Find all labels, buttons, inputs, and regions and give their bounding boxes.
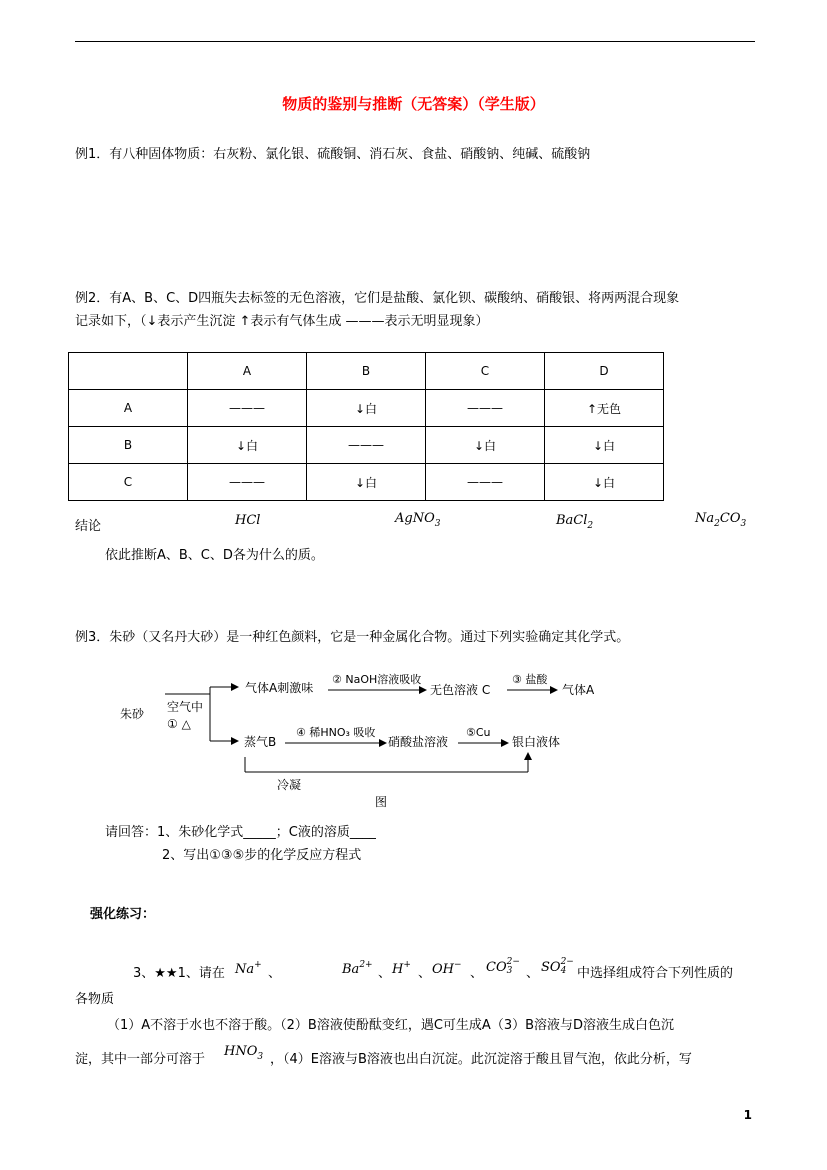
table-row <box>69 390 664 427</box>
figure-caption: 图 <box>375 795 388 809</box>
table-row <box>69 464 664 501</box>
table-cell: B <box>307 353 426 390</box>
experiment-flow-diagram <box>120 665 620 815</box>
label-step-1: ① △ <box>167 717 191 731</box>
example-3: 例3．朱砂（又名丹大砂）是一种红色颜料，它是一种金属化合物。通过下列实验确定其化学式。 <box>75 630 630 645</box>
conclusion-label: 结论 <box>75 519 102 534</box>
answer-bacl2: BaCl$_2$ <box>556 513 594 531</box>
table-cell: D <box>545 353 664 390</box>
label-step-5: ⑤Cu <box>466 726 491 739</box>
ion-separator: 、 <box>526 966 540 981</box>
table-cell <box>69 353 188 390</box>
table-cell: ↓白 <box>426 427 545 464</box>
label-silver-liquid: 银白液体 <box>512 735 561 749</box>
ion-ba: $Ba^{2+}$ <box>342 960 373 977</box>
question-2: 2、写出①③⑤步的化学反应方程式 <box>162 848 362 863</box>
table-cell: ↓白 <box>545 427 664 464</box>
ion-oh: OH− <box>432 960 462 977</box>
header-rule <box>75 41 755 42</box>
practice-3-line-4a: 淀，其中一部分可溶于 <box>75 1052 206 1067</box>
label-gas-a: 气体A刺激味 <box>245 681 314 695</box>
table-cell: A <box>69 390 188 427</box>
question-1: 请回答：1、朱砂化学式_____；C液的溶质____ <box>105 825 376 840</box>
table-cell: ↓白 <box>307 390 426 427</box>
table-cell: ——— <box>188 464 307 501</box>
page-title: 物质的鉴别与推断（无答案）（学生版） <box>282 95 545 113</box>
ion-na: Na+ <box>235 960 262 977</box>
label-air: 空气中 <box>167 700 204 714</box>
answer-na2co3: $Na_2CO_3$ <box>695 511 747 529</box>
ion-h: H+ <box>392 960 411 977</box>
page-number: 1 <box>743 1108 752 1122</box>
table-cell: B <box>69 427 188 464</box>
example-1: 例1．有八种固体物质：右灰粉、氯化银、硫酸铜、消石灰、食盐、硝酸钠、纯碱、硫酸钠 <box>75 147 591 162</box>
example-2-line-1: 例2．有A、B、C、D四瓶失去标签的无色溶液，它们是盐酸、氯化钡、碳酸纳、硝酸银、将两两混合现象 <box>75 291 680 306</box>
table-cell: ↓白 <box>307 464 426 501</box>
label-condense: 冷凝 <box>277 778 302 792</box>
mixing-table <box>68 352 664 501</box>
practice-3-prefix: 3、★★1、请在 <box>133 966 225 981</box>
label-colorless-solution: 无色溶液 C <box>430 683 491 697</box>
ion-separator: 、 <box>268 966 282 981</box>
practice-3-line-3: （1）A不溶于水也不溶于酸。（2）B溶液使酚酞变红，遇C可生成A（3）B溶液与D溶液生成白色沉 <box>107 1018 675 1033</box>
label-vapor-b: 蒸气B <box>244 735 277 749</box>
label-gas-a-2: 气体A <box>562 683 595 697</box>
formula-hno3: $HNO_3$ <box>224 1044 264 1062</box>
practice-3-line-4b: ，（4）E溶液与B溶液也出白沉淀。此沉淀溶于酸且冒气泡，依此分析，写 <box>270 1052 692 1067</box>
ion-separator: 、 <box>470 966 484 981</box>
label-zhusha: 朱砂 <box>120 707 145 721</box>
table-cell: ——— <box>426 390 545 427</box>
table-cell: C <box>426 353 545 390</box>
table-cell: ↓白 <box>545 464 664 501</box>
example-2-line-2: 记录如下，（↓表示产生沉淀 ↑表示有气体生成 ———表示无明显现象） <box>75 314 489 329</box>
table-cell: ↑无色 <box>545 390 664 427</box>
ion-separator: 、 <box>378 966 392 981</box>
practice-heading: 强化练习： <box>90 907 156 922</box>
table-cell: ——— <box>307 427 426 464</box>
table-cell: ——— <box>188 390 307 427</box>
example-2-question: 依此推断A、B、C、D各为什么的质。 <box>105 548 324 563</box>
answer-agno3: AgNO$_3$ <box>395 511 441 529</box>
answer-hcl: HCl <box>235 513 261 528</box>
table-row <box>69 427 664 464</box>
ion-co3: CO 2− 3 <box>486 957 520 976</box>
table-cell: ——— <box>426 464 545 501</box>
label-nitrate-solution: 硝酸盐溶液 <box>388 735 449 749</box>
table-cell: C <box>69 464 188 501</box>
ion-so4: SO 2− 4 <box>541 957 574 976</box>
label-step-3: ③ 盐酸 <box>512 673 548 686</box>
label-step-4: ④ 稀HNO₃ 吸收 <box>296 726 376 739</box>
practice-3-suffix: 中选择组成符合下列性质的 <box>577 966 734 981</box>
ion-separator: 、 <box>418 966 432 981</box>
practice-3-line-2: 各物质 <box>75 992 115 1007</box>
table-header-row <box>69 353 664 390</box>
table-cell: ↓白 <box>188 427 307 464</box>
table-cell: A <box>188 353 307 390</box>
label-step-2: ② NaOH溶液吸收 <box>332 673 422 686</box>
